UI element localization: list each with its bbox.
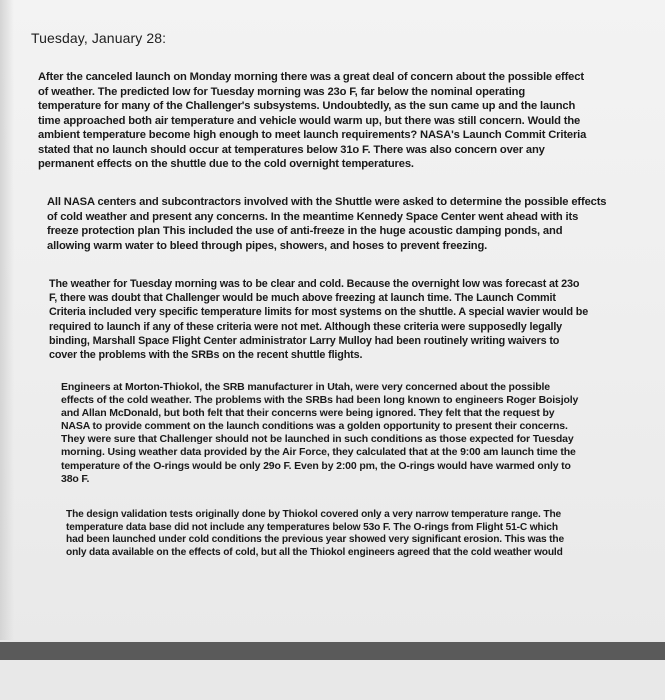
page-edge-shadow	[0, 0, 14, 640]
text-line: binding, Marshall Space Flight Center administrator Larry Mulloy had been routinely writing waivers to	[49, 334, 560, 347]
text-line: Criteria included very specific temperature limits for most systems on the shuttle. A special wavier would be	[49, 306, 589, 319]
text-line: NASA to provide comment on the launch conditions was a golden opportunity to present their concerns.	[61, 420, 568, 433]
text-line: had been launched under cold conditions the previous year showed very significant erosion. This was the	[66, 534, 564, 546]
text-line: The design validation tests originally done by Thiokol covered only a very narrow temperature range. The	[66, 509, 562, 520]
text-line: freeze protection plan This included the use of anti-freeze in the huge acoustic damping ponds, and	[47, 225, 563, 237]
text-line: only data available on the effects of cold, but all the Thiokol engineers agreed that the cold weather would	[66, 546, 563, 558]
bottom-blank-area	[0, 660, 665, 700]
text-line: All NASA centers and subcontractors involved with the Shuttle were asked to determine the possible effects	[47, 196, 607, 208]
text-line: time approached both air temperature and vehicle would warm up, but there was still concern. Would the	[38, 114, 581, 127]
paragraph-nasa-centers	[47, 195, 665, 253]
text-line: The weather for Tuesday morning was to be clear and cold. Because the overnight low was forecast at 23o	[49, 278, 580, 290]
text-line: temperature of the O-rings would be only 29o F. Even by 2:00 pm, the O-rings would have warmed only to	[61, 459, 571, 472]
paragraph-morton-thiokol	[61, 381, 665, 486]
text-line: permanent effects on the shuttle due to the cold overnight temperatures.	[38, 158, 414, 170]
text-line: Engineers at Morton-Thiokol, the SRB manufacturer in Utah, were very concerned about the possible	[61, 381, 550, 393]
text-line: ambient temperature become high enough to meet launch requirements? NASA's Launch Commit Criteria	[38, 129, 587, 141]
text-line: cover the problems with the SRBs on the recent shuttle flights.	[49, 349, 363, 362]
text-line: temperature for many of the Challenger's subsystems. Undoubtedly, as the sun came up and the launch	[38, 100, 576, 112]
text-line: stated that no launch should occur at temperatures below 31o F. There was also concern over any	[38, 143, 545, 156]
paragraph-design-validation	[66, 509, 665, 559]
bottom-divider-bar	[0, 642, 665, 660]
text-line: morning. Using weather data provided by the Air Force, they calculated that at the 9:00 am launch time the	[61, 446, 576, 459]
text-line: They were sure that Challenger should not be launched in such conditions as those expected for Tuesday	[61, 433, 574, 446]
text-line: After the canceled launch on Monday morning there was a great deal of concern about the possible effect	[38, 71, 584, 83]
text-line: of cold weather and present any concerns. In the meantime Kennedy Space Center went ahead with its	[47, 210, 579, 223]
text-line: required to launch if any of these criteria were not met. Although these criteria were supposedly legally	[49, 320, 563, 333]
text-line: effects of the cold weather. The problems with the SRBs had been long known to engineers Roger Boisjoly	[61, 394, 579, 407]
text-line: 38o F.	[61, 472, 90, 485]
page-heading: Tuesday, January 28:	[31, 30, 167, 46]
text-line: and Allan McDonald, but both felt that their concerns were being ignored. They felt that the request by	[61, 407, 555, 420]
text-line: allowing warm water to bleed through pipes, showers, and hoses to prevent freezing.	[47, 239, 488, 252]
text-line: of weather. The predicted low for Tuesday morning was 23o F, far below the nominal operating	[38, 85, 526, 98]
text-line: temperature data base did not include any temperatures below 53o F. The O-rings from Flight 51-C which	[66, 521, 558, 533]
paragraph-canceled-launch	[38, 70, 665, 172]
paragraph-tuesday-weather	[49, 277, 665, 362]
text-line: F, there was doubt that Challenger would be much above freezing at launch time. The Launch Commit	[49, 292, 556, 305]
